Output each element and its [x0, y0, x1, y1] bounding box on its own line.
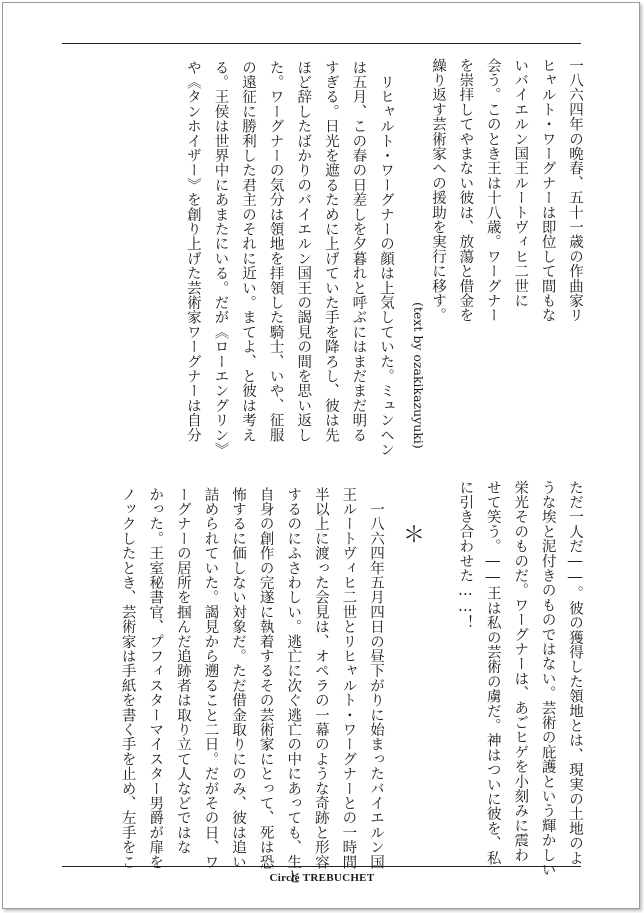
intro-text: 一八六四年の晩春、五十一歳の作曲家リ ヒャルト・ワーグナーは即位して間もな いバイエルン国王ルートヴィヒ二世に 会う。このとき王は十八歳。ワーグナー を崇拝してやまない彼は、放蕩と借金を 繰り返す芸術家への援助を実行に移す。 [429, 58, 583, 323]
author-credit: (text by ozakikazuyuki) [411, 302, 426, 449]
section-separator: ＊ [403, 523, 426, 548]
section-one-text: リヒャルト・ワーグナーの顔は上気していた。ミュンヘン は五月、この春の日差しを夕暮れと呼ぶにはまだまだ明る すぎる。日光を遮るために上げていた手を降ろし、彼は先 ほど辞したばかりのバイエルン国王の謁見の間を思い返し た。ワーグナーの気分は領地を拝領した騎士、いや、征服 の遠征に勝利した君主のそれに近い。まてよ、と彼は考え る。王侯は世界中にあまたにいる。だが《ローエングリン》 や《タンホイザー》を創り上げた芸術家ワーグナーは自分 [184, 60, 394, 457]
section-two-text: ただ一人だ――。彼の獲得した領地とは、現実の土地のよ うな埃と泥付きのものではない。芸術の庇護という輝かしい 栄光そのものだ。ワーグナーは、あごヒゲを小刻みに震わ せて笑う。――王は私の芸術の虜だ。神はついに彼を、私 に引き合わせた……！ [457, 480, 583, 877]
section-three-text: 一八六四年五月四日の昼下がりに始まったバイエルン国 王ルートヴィヒ二世とリヒャルト・ワーグナーとの一時間 半以上に渡った会見は、オペラの一幕のような奇跡と形容 するのにふさわしい。逃亡に次ぐ逃亡の中にあっても、生と 自身の創作の完遂に執着するその芸術家にとって、死は恐 怖するに価しない対象だ。ただ借金取りにのみ、彼は追い 詰められていた。謁見から遡ること二日。だがその日、ワ ーグナーの居所を掴んだ追跡者は取り立て人などではな かった。王室秘書官、プフィスターマイスター男爵が扉を ノックしたとき、芸術家は手紙を書く手を止め、左手をこ [119, 487, 384, 884]
footer-circle-name: Circle TREBUCHET [269, 872, 375, 884]
top-rule [62, 43, 581, 44]
